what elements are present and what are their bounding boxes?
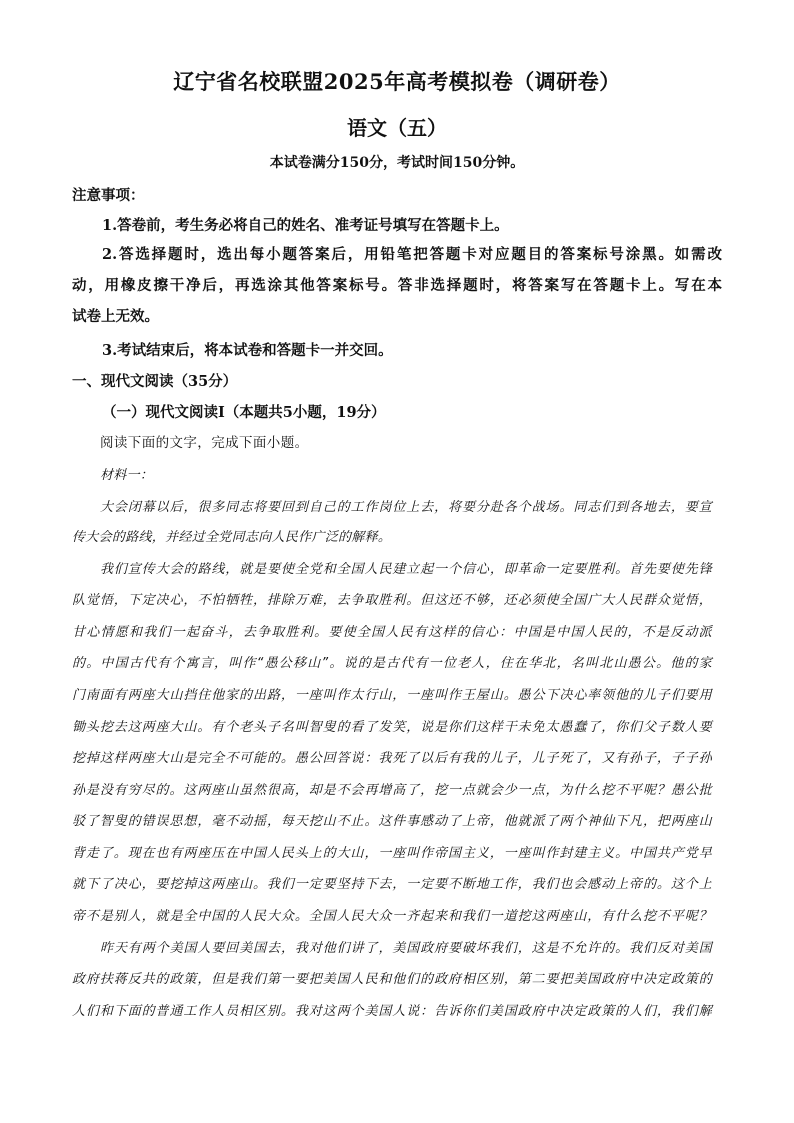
note-item: 3.考试结束后，将本试卷和答题卡一并交回。	[102, 342, 393, 359]
passage-line: 背走了。现在也有两座压在中国人民头上的大山，一座叫作帝国主义，一座叫作封建主义。中国共产党早	[72, 846, 712, 861]
reading-instruction: 阅读下面的文字，完成下面小题。	[100, 435, 309, 451]
passage-line: 孙是没有穷尽的。这两座山虽然很高，却是不会再增高了，挖一点就会少一点，为什么挖不平呢？愚公批	[72, 783, 712, 798]
passage-line: 昨天有两个美国人要回美国去，我对他们讲了，美国政府要破坏我们，这是不允许的。我们反对美国	[100, 941, 712, 956]
passage-line: 队觉悟，下定决心，不怕牺牲，排除万难，去争取胜利。但这还不够，还必须使全国广大人民群众觉悟，	[72, 593, 712, 608]
exam-title: 辽宁省名校联盟2025年高考模拟卷（调研卷）	[173, 69, 621, 94]
note-item: 1.答卷前，考生务必将自己的姓名、准考证号填写在答题卡上。	[102, 217, 509, 234]
passage-line: 锄头挖去这两座大山。有个老头子名叫智叟的看了发笑，说是你们这样干未免太愚蠢了，你们父子数人要	[72, 720, 712, 735]
passage-line: 甘心情愿和我们一起奋斗，去争取胜利。要使全国人民有这样的信心：中国是中国人民的，不是反动派	[72, 625, 712, 640]
exam-info: 本试卷满分150分，考试时间150分钟。	[269, 155, 525, 171]
note-item: 动，用橡皮擦干净后，再选涂其他答案标号。答非选择题时，将答案写在答题卡上。写在本	[72, 277, 722, 294]
passage-line: 传大会的路线，并经过全党同志向人民作广泛的解释。	[72, 530, 392, 545]
passage-line: 的。中国古代有个寓言，叫作“愚公移山”。说的是古代有一位老人，住在华北，名叫北山愚公。他的家	[72, 656, 712, 671]
note-item: 2.答选择题时，选出每小题答案后，用铅笔把答题卡对应题目的答案标号涂黑。如需改	[102, 246, 722, 263]
passage-line: 人们和下面的普通工作人员相区别。我对这两个美国人说：告诉你们美国政府中决定政策的人们，我们解	[72, 1004, 712, 1019]
section-heading: 一、现代文阅读（35分）	[72, 373, 238, 390]
passage-line: 门南面有两座大山挡住他家的出路，一座叫作太行山，一座叫作王屋山。愚公下决心率领他的儿子们要用	[72, 688, 712, 703]
passage-line: 就下了决心，要挖掉这两座山。我们一定要坚持下去，一定要不断地工作，我们也会感动上帝的。这个上	[72, 877, 712, 892]
passage-line: 大会闭幕以后，很多同志将要回到自己的工作岗位上去，将要分赴各个战场。同志们到各地去，要宣	[100, 500, 712, 515]
passage-line: 政府扶蒋反共的政策，但是我们第一要把美国人民和他们的政府相区别，第二要把美国政府中决定政策的	[72, 972, 712, 987]
section-subheading: （一）现代文阅读Ⅰ（本题共5小题，19分）	[102, 404, 386, 421]
notes-heading: 注意事项：	[72, 187, 145, 204]
exam-subtitle: 语文（五）	[347, 116, 447, 140]
passage-line: 驳了智叟的错误思想，毫不动摇，每天挖山不止。这件事感动了上帝，他就派了两个神仙下凡，把两座山	[72, 814, 712, 829]
passage-line: 我们宣传大会的路线，就是要使全党和全国人民建立起一个信心，即革命一定要胜利。首先要使先锋	[100, 562, 712, 577]
note-item: 试卷上无效。	[72, 308, 159, 325]
material-label: 材料一：	[100, 468, 154, 483]
passage-line: 帝不是别人，就是全中国的人民大众。全国人民大众一齐起来和我们一道挖这两座山，有什么挖不平呢？	[72, 909, 712, 924]
passage-line: 挖掉这样两座大山是完全不可能的。愚公回答说：我死了以后有我的儿子，儿子死了，又有孙子，子子孙	[72, 751, 712, 766]
